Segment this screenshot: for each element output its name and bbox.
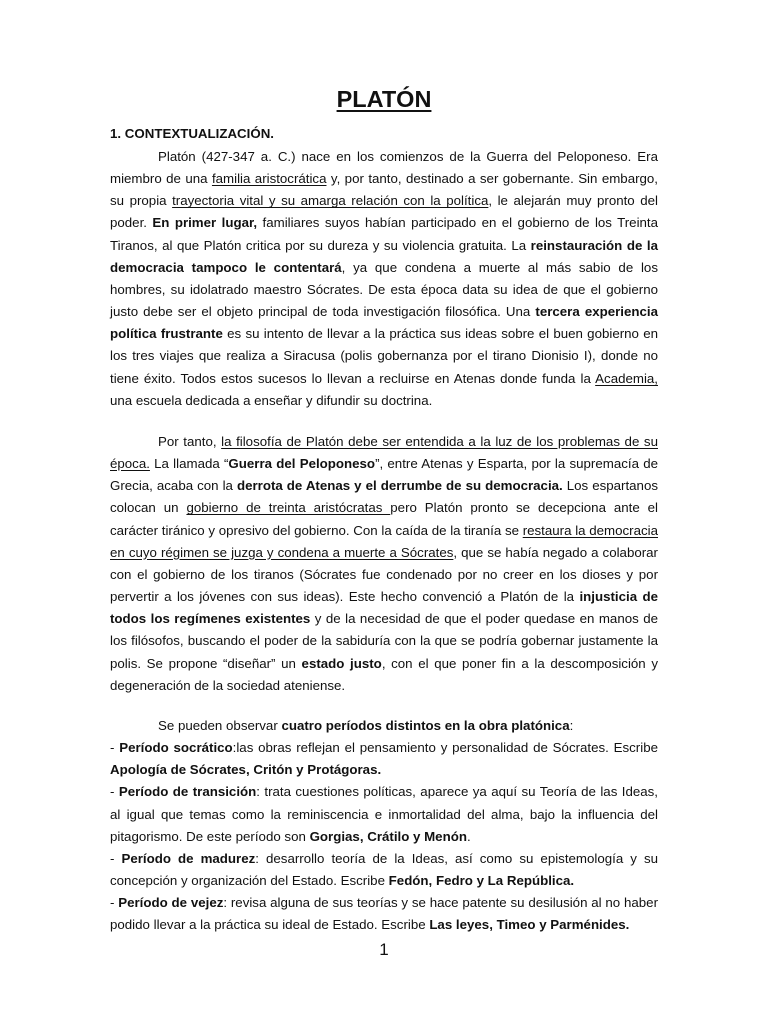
- bold-text: Período de transición: [118, 784, 257, 800]
- paragraph-context: [110, 146, 658, 412]
- underlined-text: gobierno de treinta aristócratas: [186, 500, 391, 516]
- bold-text: cuatro períodos distintos en la obra platónica: [281, 718, 570, 733]
- period-item-transition: [110, 781, 658, 847]
- bold-text: Período socrático: [119, 740, 233, 756]
- bold-text: Las leyes, Timeo y Parménides.: [429, 917, 630, 933]
- text-run: La llamada “: [149, 456, 229, 472]
- text-run: una escuela dedicada a enseñar y difundir su doctrina.: [110, 392, 433, 408]
- periods-intro: [110, 715, 658, 737]
- periods-section: [110, 715, 658, 937]
- bold-text: Guerra del Peloponeso: [228, 456, 376, 472]
- text-run: , que se había negado a colaborar con el gobierno de los tiranos (Sócrates fue condenado por no creer en los dioses y por pervertir a los jóvenes con sus ideas). Este hecho convenció a Platón de la: [110, 544, 658, 605]
- text-run: Por tanto,: [158, 434, 222, 449]
- bold-text: Gorgias, Crátilo y Menón: [309, 828, 467, 844]
- bold-text: tercera experiencia política frustrante: [110, 304, 658, 342]
- text-run: Los espartanos colocan un: [110, 478, 658, 516]
- text-run: Se pueden observar: [158, 718, 282, 733]
- period-item-socratic: [110, 737, 658, 781]
- bold-text: derrota de Atenas y el derrumbe de su democracia.: [236, 478, 563, 494]
- text-run: familiares suyos habían participado en el gobierno de los Treinta Tiranos, al que Platón critica por su dureza y su violencia gratuita. La: [110, 215, 659, 253]
- list-dash: -: [110, 850, 122, 866]
- underlined-text: familia aristocrática: [211, 171, 327, 187]
- text-run: es su intento de llevar a la práctica sus ideas sobre el buen gobierno en los tres viajes que realiza a Siracusa (polis gobernanza por el tirano Dionisio I), donde no tiene éxito. Todos estos sucesos lo llevan a recluirse en Atenas donde funda la: [110, 326, 658, 386]
- text-run: :: [569, 718, 574, 733]
- period-item-old-age: [110, 892, 658, 936]
- bold-text: Fedón, Fedro y La República.: [388, 873, 575, 889]
- page-number: 1: [379, 940, 389, 959]
- list-dash: -: [110, 740, 120, 756]
- underlined-text: restaura la democracia en cuyo régimen se juzga y condena a muerte a Sócrates: [110, 522, 658, 560]
- text-run: , ya que condena a muerte al más sabio de los hombres, su idolatrado maestro Sócrates. De esta época data su idea de que el gobierno justo debe ser el objeto principal de toda investigación filosófica. Una: [110, 259, 658, 320]
- text-run: y de la necesidad de que el poder quedase en manos de los filósofos, buscando el poder de la sabiduría con la que se podría gobernar justamente la polis. Se propone “diseñar” un: [110, 611, 658, 671]
- underlined-text: trayectoria vital y su amarga relación con la política: [172, 193, 489, 209]
- bold-text: Período de madurez: [121, 850, 256, 866]
- list-dash: -: [110, 784, 119, 800]
- text-run: , le alejarán muy pronto del poder.: [110, 193, 658, 231]
- underlined-text: Academia,: [595, 370, 658, 386]
- paragraph-philosophy: [110, 431, 658, 697]
- text-run: : revisa alguna de sus teorías y se hace patente su desilusión al no haber podido llevar a la práctica su ideal de Estado. Escribe: [110, 895, 659, 933]
- bold-text: reinstauración de la democracia tampoco le contentará: [110, 237, 658, 275]
- text-run: : desarrollo teoría de la Ideas, así como su epistemología y su concepción y organización del Estado. Escribe: [110, 850, 659, 889]
- text-run: y, por tanto, destinado a ser gobernante. Sin embargo, su propia: [110, 171, 659, 209]
- bold-text: injusticia de todos los regímenes existentes: [110, 589, 658, 627]
- text-run: Platón (427-347 a. C.) nace en los comienzos de la Guerra del Peloponeso. Era miembro de una: [110, 149, 658, 187]
- text-run: :las obras reflejan el pensamiento y personalidad de Sócrates. Escribe: [232, 740, 658, 756]
- text-run: : trata cuestiones políticas, aparece ya aquí su Teoría de las Ideas, al igual que temas como la reminiscencia e inmortalidad del alma, bajo la influencia del pitagorismo. De este período son: [110, 784, 658, 844]
- list-dash: -: [110, 895, 119, 911]
- page-title: PLATÓN: [336, 86, 432, 112]
- text-run: , con el que poner fin a la descomposición y degeneración de la sociedad ateniense.: [110, 655, 658, 693]
- period-item-maturity: [110, 848, 658, 892]
- bold-text: Período de vejez: [118, 895, 224, 911]
- text-run: .: [466, 828, 471, 844]
- bold-text: estado justo: [301, 655, 382, 671]
- bold-text: Apología de Sócrates, Critón y Protágoras.: [110, 762, 382, 778]
- section-heading: 1. CONTEXTUALIZACIÓN.: [110, 126, 274, 141]
- bold-text: En primer lugar,: [152, 215, 258, 231]
- text-run: pero Platón pronto se decepciona ante el carácter tiránico y opresivo del gobierno. Con la caída de la tiranía se: [110, 500, 658, 538]
- text-run: ”, entre Atenas y Esparta, por la supremacía de Grecia, acaba con la: [110, 456, 658, 494]
- underlined-text: la filosofía de Platón debe ser entendida a la luz de los problemas de su época.: [110, 434, 658, 472]
